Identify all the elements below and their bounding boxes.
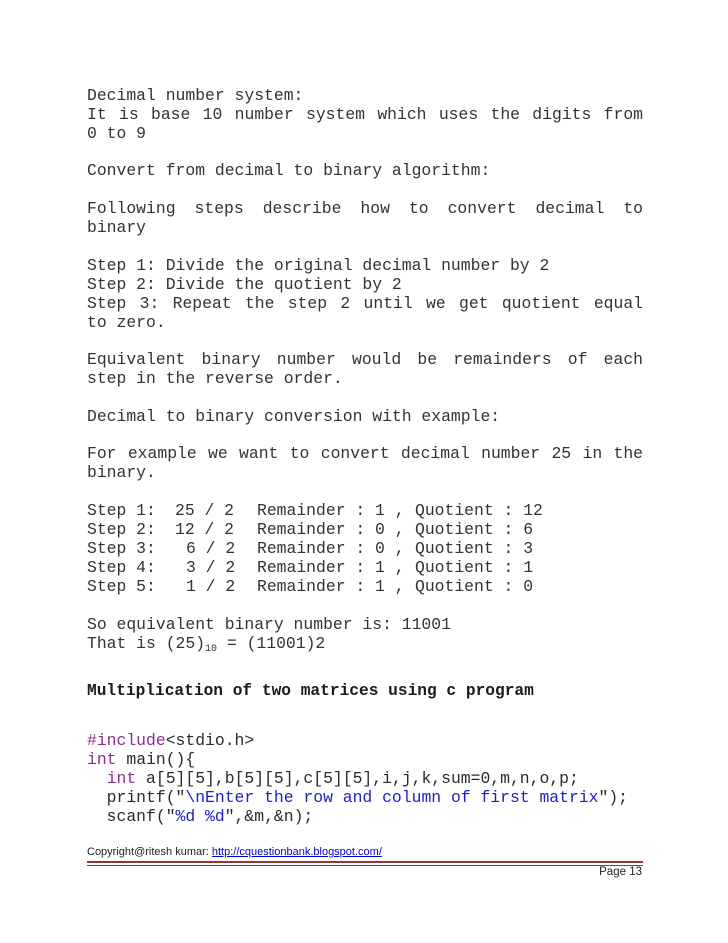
step-remainder: Remainder : 1 , [257,501,405,520]
subscript: 10 [205,644,218,655]
code-text: a[5][5],b[5][5],c[5][5],i,j,k,sum=0,m,n,o,p; [136,769,579,788]
code-string: %d %d [175,807,225,826]
text-line: Step 2: Divide the quotient by 2 [87,275,402,294]
step-division: 25 / 2 [175,501,235,520]
step-label: Step 2: [87,520,156,539]
footer-rule-thin [87,865,643,866]
code-text: "); [598,788,629,807]
step-label: Step 1: [87,501,156,520]
step-division: 3 / 2 [186,558,236,577]
section-heading: Multiplication of two matrices using c program [87,682,534,700]
code-text: ",&m,&n); [224,807,314,826]
step-remainder: Remainder : 0 , [257,520,405,539]
code-line [87,769,643,788]
step-division: 6 / 2 [186,539,236,558]
text-line: step in the reverse order. [87,369,343,388]
code-keyword: int [87,750,117,769]
footer-copyright [87,846,382,858]
code-indent [87,769,107,788]
step-row [87,520,647,539]
text-line: binary [87,218,147,237]
code-line [87,750,643,769]
text-line: So equivalent binary number is: 11001 [87,615,451,634]
code-keyword: #include [87,731,166,750]
step-remainder: Remainder : 1 , [257,577,405,596]
step-quotient: Quotient : 3 [415,539,534,558]
step-label: Step 4: [87,558,156,577]
text-line: For example we want to convert decimal number 25 in the [87,444,643,463]
code-keyword: int [106,769,137,788]
step-division: 12 / 2 [175,520,235,539]
text-line [87,634,643,659]
text-line: Decimal to binary conversion with example: [87,407,501,426]
text-line: 0 to 9 [87,124,147,143]
text-line: Step 3: Repeat the step 2 until we get quotient equal [87,294,643,313]
code-text: scanf(" [87,807,176,826]
footer-rule [87,861,643,863]
code-text: <stdio.h> [165,731,255,750]
text-line: to zero. [87,313,166,332]
step-remainder: Remainder : 0 , [257,539,405,558]
step-row [87,558,647,577]
code-line [87,731,643,750]
text-line: Following steps describe how to convert decimal to [87,199,643,218]
footer-link[interactable]: http://cquestionbank.blogspot.com/ [211,846,382,858]
step-quotient: Quotient : 0 [415,577,534,596]
code-line [87,788,643,807]
step-row [87,577,647,596]
text-line: Convert from decimal to binary algorithm: [87,161,491,180]
step-quotient: Quotient : 6 [415,520,534,539]
step-label: Step 5: [87,577,156,596]
copyright-text: Copyright@ritesh kumar: [87,846,212,858]
expression-suffix: = (11001)2 [217,634,326,653]
step-remainder: Remainder : 1 , [257,558,405,577]
expression-prefix: That is (25) [87,634,206,653]
text-line: Equivalent binary number would be remainders of each [87,350,643,369]
step-quotient: Quotient : 1 [415,558,534,577]
step-division: 1 / 2 [186,577,236,596]
page-number: Page 13 [599,866,642,878]
step-row [87,539,647,558]
code-text: printf(" [87,788,186,807]
code-string: \nEnter the row and column of first matrix [185,788,599,807]
text-line: binary. [87,463,156,482]
text-line: It is base 10 number system which uses the digits from [87,105,643,124]
text-line: Decimal number system: [87,86,304,105]
step-row [87,501,647,520]
text-line: Step 1: Divide the original decimal number by 2 [87,256,550,275]
step-label: Step 3: [87,539,156,558]
step-quotient: Quotient : 12 [415,501,543,520]
code-line [87,807,643,826]
code-text: main(){ [116,750,196,769]
